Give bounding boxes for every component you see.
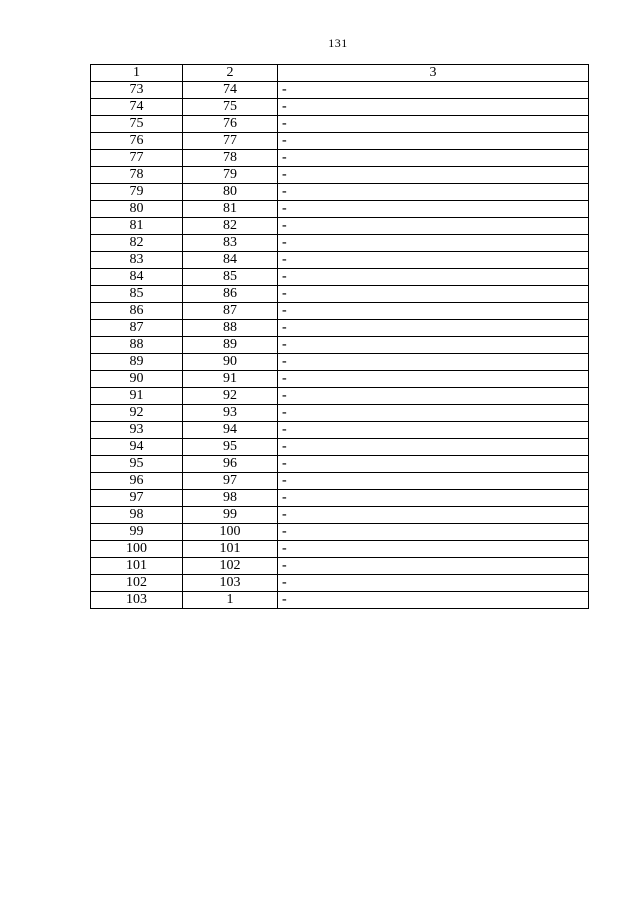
table-row: [91, 541, 589, 558]
table-row: [91, 422, 589, 439]
cell-col-1: 86: [91, 303, 183, 320]
cell-col-1: 80: [91, 201, 183, 218]
table-row: [91, 592, 589, 609]
cell-col-2: 93: [183, 405, 278, 422]
cell-col-3: -: [278, 167, 589, 184]
cell-col-3: -: [278, 99, 589, 116]
cell-col-2: 74: [183, 82, 278, 99]
table-header: [91, 65, 589, 82]
cell-col-1: 87: [91, 320, 183, 337]
cell-col-3: -: [278, 473, 589, 490]
cell-col-3: -: [278, 184, 589, 201]
column-header-1: 1: [91, 65, 183, 82]
table-row: [91, 303, 589, 320]
cell-col-2: 89: [183, 337, 278, 354]
table-row: [91, 252, 589, 269]
cell-col-3: -: [278, 575, 589, 592]
table-row: [91, 405, 589, 422]
cell-col-1: 79: [91, 184, 183, 201]
table-row: [91, 167, 589, 184]
cell-col-3: -: [278, 405, 589, 422]
cell-col-3: -: [278, 371, 589, 388]
cell-col-1: 98: [91, 507, 183, 524]
cell-col-2: 95: [183, 439, 278, 456]
cell-col-3: -: [278, 320, 589, 337]
table-row: [91, 320, 589, 337]
table-row: [91, 371, 589, 388]
cell-col-2: 75: [183, 99, 278, 116]
table-row: [91, 439, 589, 456]
cell-col-3: -: [278, 337, 589, 354]
cell-col-1: 78: [91, 167, 183, 184]
table-row: [91, 507, 589, 524]
cell-col-2: 90: [183, 354, 278, 371]
table-row: [91, 218, 589, 235]
cell-col-2: 85: [183, 269, 278, 286]
cell-col-1: 97: [91, 490, 183, 507]
cell-col-2: 87: [183, 303, 278, 320]
table-row: [91, 575, 589, 592]
table-row: [91, 82, 589, 99]
cell-col-2: 84: [183, 252, 278, 269]
cell-col-1: 84: [91, 269, 183, 286]
cell-col-3: -: [278, 490, 589, 507]
cell-col-2: 77: [183, 133, 278, 150]
cell-col-2: 100: [183, 524, 278, 541]
table-row: [91, 286, 589, 303]
cell-col-2: 78: [183, 150, 278, 167]
cell-col-2: 102: [183, 558, 278, 575]
cell-col-2: 103: [183, 575, 278, 592]
table-row: [91, 388, 589, 405]
cell-col-2: 81: [183, 201, 278, 218]
cell-col-1: 95: [91, 456, 183, 473]
cell-col-2: 99: [183, 507, 278, 524]
cell-col-1: 93: [91, 422, 183, 439]
table-row: [91, 133, 589, 150]
cell-col-3: -: [278, 252, 589, 269]
cell-col-2: 82: [183, 218, 278, 235]
cell-col-1: 85: [91, 286, 183, 303]
table-row: [91, 354, 589, 371]
cell-col-1: 89: [91, 354, 183, 371]
cell-col-3: -: [278, 354, 589, 371]
table-row: [91, 490, 589, 507]
cell-col-1: 82: [91, 235, 183, 252]
cell-col-3: -: [278, 388, 589, 405]
cell-col-2: 83: [183, 235, 278, 252]
cell-col-2: 76: [183, 116, 278, 133]
cell-col-1: 96: [91, 473, 183, 490]
cell-col-3: -: [278, 439, 589, 456]
table-row: [91, 99, 589, 116]
cell-col-1: 73: [91, 82, 183, 99]
cell-col-3: -: [278, 116, 589, 133]
cell-col-3: -: [278, 235, 589, 252]
cell-col-3: -: [278, 82, 589, 99]
cell-col-3: -: [278, 218, 589, 235]
cell-col-1: 101: [91, 558, 183, 575]
table-row: [91, 456, 589, 473]
cell-col-3: -: [278, 269, 589, 286]
table-row: [91, 116, 589, 133]
table-row: [91, 524, 589, 541]
cell-col-2: 80: [183, 184, 278, 201]
cell-col-3: -: [278, 201, 589, 218]
cell-col-2: 88: [183, 320, 278, 337]
cell-col-1: 88: [91, 337, 183, 354]
cell-col-1: 74: [91, 99, 183, 116]
cell-col-3: -: [278, 558, 589, 575]
table-header-row: [91, 65, 589, 82]
cell-col-1: 94: [91, 439, 183, 456]
cell-col-2: 1: [183, 592, 278, 609]
cell-col-1: 77: [91, 150, 183, 167]
cell-col-2: 96: [183, 456, 278, 473]
cell-col-2: 97: [183, 473, 278, 490]
cell-col-1: 75: [91, 116, 183, 133]
cell-col-2: 94: [183, 422, 278, 439]
cell-col-1: 100: [91, 541, 183, 558]
table-row: [91, 201, 589, 218]
cell-col-3: -: [278, 422, 589, 439]
cell-col-1: 90: [91, 371, 183, 388]
cell-col-2: 79: [183, 167, 278, 184]
cell-col-1: 103: [91, 592, 183, 609]
cell-col-1: 91: [91, 388, 183, 405]
cell-col-2: 92: [183, 388, 278, 405]
table-row: [91, 150, 589, 167]
cell-col-3: -: [278, 150, 589, 167]
table-row: [91, 558, 589, 575]
cell-col-2: 98: [183, 490, 278, 507]
table-body: [91, 82, 589, 609]
cell-col-1: 99: [91, 524, 183, 541]
column-header-2: 2: [183, 65, 278, 82]
cell-col-1: 102: [91, 575, 183, 592]
cell-col-3: -: [278, 133, 589, 150]
table-row: [91, 473, 589, 490]
table-row: [91, 269, 589, 286]
table-row: [91, 337, 589, 354]
cell-col-1: 76: [91, 133, 183, 150]
cell-col-2: 86: [183, 286, 278, 303]
cell-col-3: -: [278, 286, 589, 303]
page-number: 131: [328, 36, 348, 50]
cell-col-1: 83: [91, 252, 183, 269]
cell-col-2: 101: [183, 541, 278, 558]
cell-col-3: -: [278, 303, 589, 320]
cell-col-3: -: [278, 541, 589, 558]
column-header-3: 3: [278, 65, 589, 82]
cell-col-3: -: [278, 456, 589, 473]
cell-col-2: 91: [183, 371, 278, 388]
data-table: [90, 64, 589, 609]
cell-col-3: -: [278, 524, 589, 541]
cell-col-3: -: [278, 507, 589, 524]
cell-col-3: -: [278, 592, 589, 609]
table-row: [91, 235, 589, 252]
table-row: [91, 184, 589, 201]
cell-col-1: 81: [91, 218, 183, 235]
cell-col-1: 92: [91, 405, 183, 422]
